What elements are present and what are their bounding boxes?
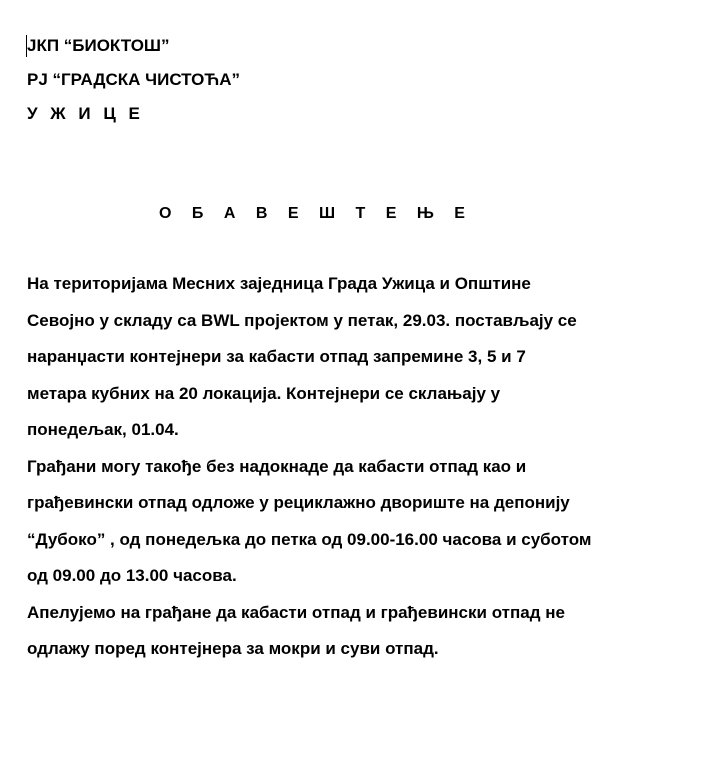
- body-line: Грађани могу такође без надокнаде да кабасти отпад као и: [27, 456, 527, 476]
- body-line: “Дубоко” , од понедељка до петка од 09.00-16.00 часова и суботом: [27, 529, 592, 549]
- body-line: грађевински отпад одложе у рециклажно двориште на депонију: [27, 493, 570, 512]
- body-line: Апелујемо на грађане да кабасти отпад и грађевински отпад не: [27, 602, 565, 622]
- document-title: О Б А В Е Ш Т Е Њ Е: [159, 205, 473, 222]
- organization-unit: РЈ “ГРАДСКА ЧИСТОЋА”: [27, 70, 241, 89]
- body-line: одлажу поред контејнера за мокри и суви отпад.: [27, 639, 439, 658]
- body-line: Севојно у складу са BWL пројектом у петак, 29.03. постављају се: [27, 310, 577, 330]
- organization-name: ЈКП “БИОКТОШ”: [27, 36, 170, 55]
- body-line: понедељак, 01.04.: [27, 420, 179, 439]
- body-line: На територијама Месних заједница Града Ужица и Општине: [27, 274, 531, 293]
- body-line: метара кубних на 20 локација. Контејнери се склањају у: [27, 383, 501, 403]
- notice-body: [27, 272, 699, 674]
- body-line: наранџасти контејнери за кабасти отпад запремине 3, 5 и 7: [27, 347, 526, 366]
- body-line: од 09.00 до 13.00 часова.: [27, 566, 237, 585]
- city-name: У Ж И Ц Е: [27, 104, 144, 123]
